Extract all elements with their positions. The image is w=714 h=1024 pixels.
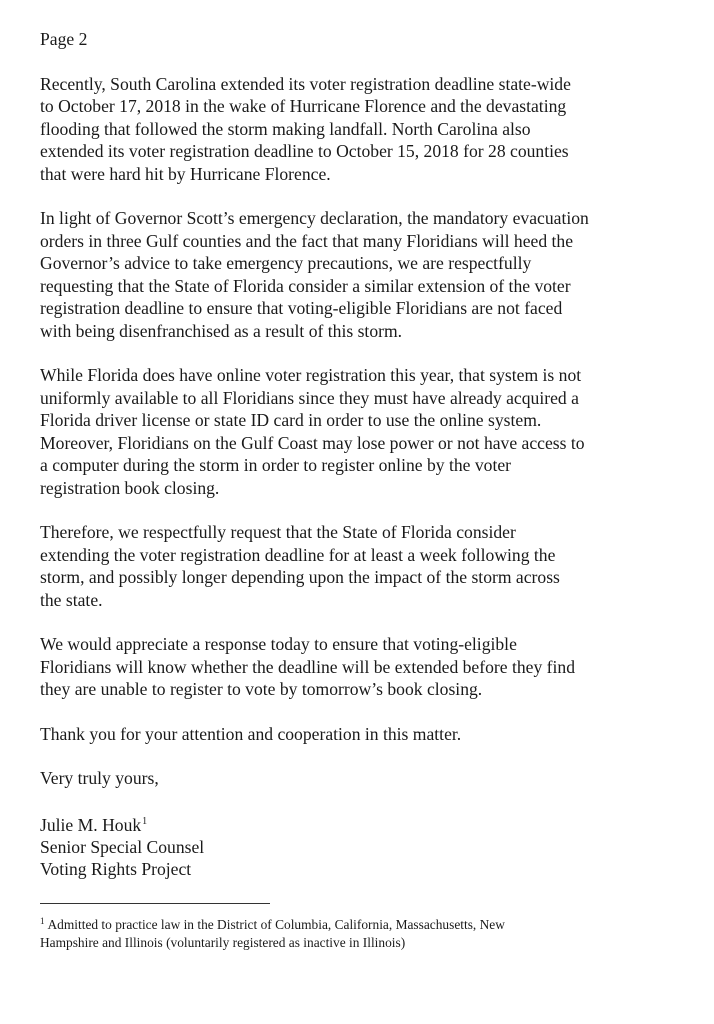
paragraph bbox=[40, 633, 692, 701]
signer-name: Julie M. Houk bbox=[40, 814, 142, 835]
paragraph-line: While Florida does have online voter registration this year, that system is not bbox=[40, 365, 582, 385]
paragraph-line: registration deadline to ensure that voting-eligible Floridians are not faced bbox=[40, 298, 563, 318]
paragraph-line: to October 17, 2018 in the wake of Hurricane Florence and the devastating bbox=[40, 96, 567, 116]
footnote bbox=[40, 912, 700, 952]
footnote-line bbox=[40, 912, 700, 934]
paragraph-line: uniformly available to all Floridians since they must have already acquired a bbox=[40, 387, 579, 408]
paragraph-line: We would appreciate a response today to ensure that voting-eligible bbox=[40, 634, 517, 654]
footnote-marker: 1 bbox=[40, 916, 45, 926]
paragraph-line: they are unable to register to vote by tomorrow’s book closing. bbox=[40, 679, 483, 699]
paragraph-line: orders in three Gulf counties and the fact that many Floridians will heed the bbox=[40, 230, 574, 251]
paragraph-line: Moreover, Floridians on the Gulf Coast may lose power or not have access to bbox=[40, 432, 585, 453]
paragraph-line: extended its voter registration deadline to October 15, 2018 for 28 counties bbox=[40, 141, 569, 161]
footnote-divider bbox=[40, 903, 270, 904]
signer-name-line bbox=[40, 811, 692, 836]
paragraph-line: Governor’s advice to take emergency precautions, we are respectfully bbox=[40, 253, 532, 273]
paragraph-line: Florida driver license or state ID card in order to use the online system. bbox=[40, 410, 542, 430]
paragraph bbox=[40, 73, 692, 186]
paragraph bbox=[40, 207, 692, 342]
paragraph-line: registration book closing. bbox=[40, 477, 220, 498]
paragraph-line: Recently, South Carolina extended its voter registration deadline state-wide bbox=[40, 73, 571, 94]
signer-organization: Voting Rights Project bbox=[40, 858, 192, 879]
letter-page bbox=[40, 28, 692, 880]
paragraph-line: with being disenfranchised as a result of this storm. bbox=[40, 320, 403, 341]
paragraph-line: that were hard hit by Hurricane Florence. bbox=[40, 163, 331, 184]
paragraph-line: extending the voter registration deadline for at least a week following the bbox=[40, 544, 556, 565]
paragraph-line: Thank you for your attention and cooperation in this matter. bbox=[40, 723, 462, 744]
paragraph-line: the state. bbox=[40, 589, 103, 610]
paragraph-line: flooding that followed the storm making landfall. North Carolina also bbox=[40, 118, 531, 139]
footnote-text: Admitted to practice law in the District of Columbia, California, Massachusetts, New bbox=[47, 917, 505, 932]
paragraph bbox=[40, 723, 692, 746]
paragraph bbox=[40, 364, 692, 499]
signature-block bbox=[40, 811, 692, 880]
closing-salutation: Very truly yours, bbox=[40, 768, 159, 788]
footnote-reference: 1 bbox=[142, 815, 148, 827]
paragraph-line: Floridians will know whether the deadline will be extended before they find bbox=[40, 656, 575, 677]
paragraph-line: Therefore, we respectfully request that the State of Florida consider bbox=[40, 522, 516, 542]
paragraph-line: storm, and possibly longer depending upon the impact of the storm across bbox=[40, 567, 560, 587]
page-number: Page 2 bbox=[40, 29, 88, 49]
paragraph bbox=[40, 521, 692, 611]
paragraph-line: requesting that the State of Florida consider a similar extension of the voter bbox=[40, 275, 571, 296]
signer-title: Senior Special Counsel bbox=[40, 836, 205, 857]
paragraph-line: a computer during the storm in order to register online by the voter bbox=[40, 455, 511, 475]
footnote-line: Hampshire and Illinois (voluntarily registered as inactive in Illinois) bbox=[40, 935, 406, 950]
paragraph-line: In light of Governor Scott’s emergency declaration, the mandatory evacuation bbox=[40, 208, 589, 228]
